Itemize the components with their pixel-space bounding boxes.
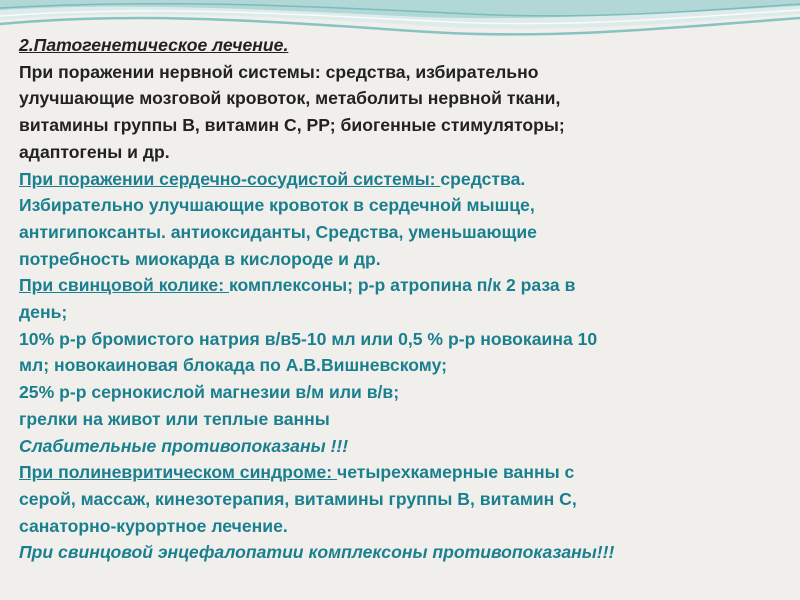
lead-colic-line-6: грелки на живот или теплые ванны [19, 408, 330, 429]
nervous-system-line-4: адаптогены и др. [19, 141, 170, 162]
lead-colic-line-2: день; [19, 302, 68, 323]
cardio-heading: При поражении сердечно-сосудистой системы: [19, 168, 441, 189]
slide-content [19, 32, 789, 566]
nervous-system-line-1: При поражении нервной системы: средства, избирательно [19, 61, 539, 82]
polyneuritic-text: четырехкамерные ванны с [337, 462, 575, 483]
lead-colic-line-1 [19, 272, 789, 299]
cardio-line-1 [19, 166, 789, 193]
lead-colic-line-5: 25% р-р сернокислой магнезии в/м или в/в; [19, 382, 400, 403]
cardio-line-3: антигипоксанты. антиоксиданты, Средства, уменьшающие [19, 221, 537, 242]
cardio-line-4: потребность миокарда в кислороде и др. [19, 248, 381, 269]
lead-colic-text: комплексоны; р-р атропина п/к 2 раза в [228, 275, 576, 296]
polyneuritic-line-2: серой, массаж, кинезотерапия, витамины группы В, витамин С, [19, 488, 577, 509]
laxatives-warning: Слабительные противопоказаны !!! [19, 435, 349, 456]
slide-title: 2.Патогенетическое лечение. [19, 35, 289, 55]
polyneuritic-heading: При полиневритическом синдроме: [19, 462, 337, 483]
polyneuritic-line-1 [19, 459, 789, 486]
polyneuritic-line-3: санаторно-курортное лечение. [19, 515, 288, 536]
lead-colic-line-3: 10% р-р бромистого натрия в/в5-10 мл или 0,5 % р-р новокаина 10 [19, 328, 598, 349]
lead-colic-heading: При свинцовой колике: [19, 275, 229, 296]
cardio-line-2: Избирательно улучшающие кровоток в сердечной мышце, [19, 195, 535, 216]
encephalopathy-warning: При свинцовой энцефалопатии комплексоны противопоказаны!!! [19, 542, 615, 563]
nervous-system-line-2: улучшающие мозговой кровоток, метаболиты нервной ткани, [19, 88, 561, 109]
nervous-system-line-3: витамины группы В, витамин С, РР; биогенные стимуляторы; [19, 115, 565, 136]
lead-colic-line-4: мл; новокаиновая блокада по А.В.Вишневскому; [19, 355, 447, 376]
cardio-text: средства. [440, 168, 526, 189]
